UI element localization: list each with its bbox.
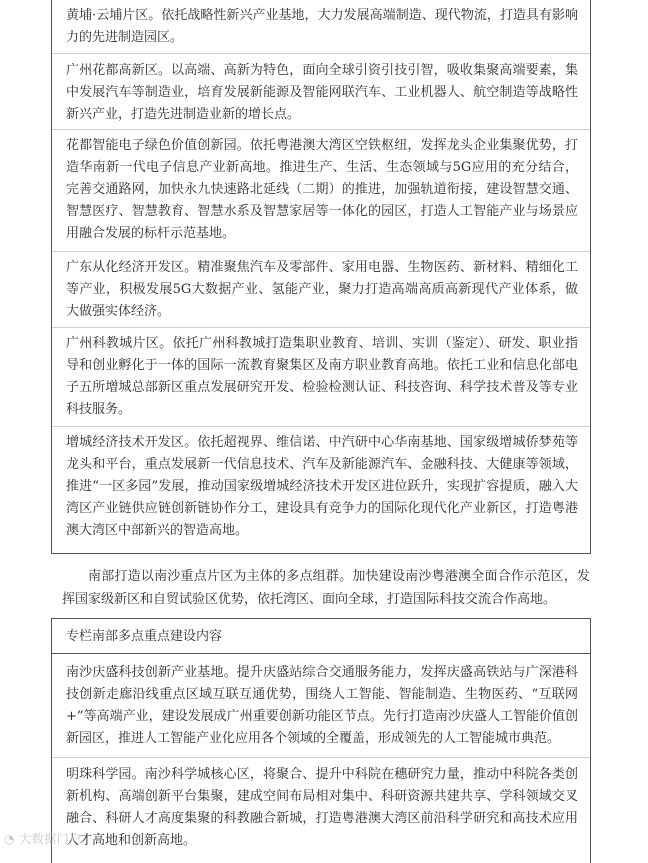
divider — [52, 757, 590, 758]
watermark — [4, 830, 82, 847]
divider — [52, 53, 590, 54]
paragraph-mingzhu: 明珠科学园。南沙科学城核心区，将聚合、提升中科院在穗研究力量，推动中科院各类创新机构、高端创新平台集聚，建成空间布局相对集中、科研资源共建共享、学科领域交叉融合、科研人才高度集聚的科教融合新城，打造粤港澳大湾区前沿科学研究和高技术应用人才高地和创新高地。 — [66, 767, 578, 848]
column-content-box — [51, 653, 591, 863]
paragraph-kejiaocheng: 广州科教城片区。依托广州科教城打造集职业教育、培训、实训（鉴定）、研发、职业指导和创业孵化于一体的国际一流教育聚集区及南方职业教育高地。依托工业和信息化部电子五所增城总部新区重点发展研究开发、检验检测认证、科技咨询、科学技术普及等专业科技服务。 — [66, 336, 578, 417]
paragraph-qingsheng: 南沙庆盛科技创新产业基地。提升庆盛站综合交通服务能力，发挥庆盛高铁站与广深港科技创新走廊沿线重点区域互联互通优势，围绕人工智能、智能制造、生物医药、“互联网+”等高端产业，建设发展成广州重要创新功能区节点。先行打造南沙庆盛人工智能价值创新园区，推进人工智能产业化应用各个领域的全覆盖，形成领先的人工智能城市典范。 — [66, 665, 578, 746]
watermark-text: 大数据门户 — [19, 832, 82, 846]
divider — [52, 129, 590, 130]
column-title-box — [51, 618, 591, 654]
paragraph-conghua: 广东从化经济开发区。精准聚焦汽车及零部件、家用电器、生物医药、新材料、精细化工等产业，积极发展5G大数据产业、氢能产业，聚力打造高端高质高新现代产业体系，做大做强实体经济。 — [66, 260, 578, 319]
paragraph-huadu-electronics: 花都智能电子绿色价值创新园。依托粤港澳大湾区空铁枢纽，发挥龙头企业集聚优势，打造华南新一代电子信息产业新高地。推进生产、生活、生态领域与5G应用的充分结合，完善交通路网，加快永九快速路北延线（二期）的推进，加强轨道衔接，建设智慧交通、智慧医疗、智慧教育、智慧水系及智慧家居等一体化的园区，打造人工智能产业与场景应用融合发展的标杆示范基地。 — [66, 138, 578, 241]
divider — [52, 327, 590, 328]
column-title: 专栏南部多点重点建设内容 — [66, 629, 223, 644]
body-paragraph: 南部打造以南沙重点片区为主体的多点组群。加快建设南沙粤港澳全面合作示范区，发挥国家级新区和自贸试验区优势，依托湾区、面向全球，打造国际科技交流合作高地。 — [62, 569, 590, 607]
top-content-box — [51, 0, 591, 554]
paragraph-zengcheng: 增城经济技术开发区。依托超视界、维信诺、中汽研中心华南基地、国家级增城侨梦苑等龙头和平台，重点发展新一代信息技术、汽车及新能源汽车、金融科技、大健康等领域，推进“一区多园”发展，推动国家级增城经济技术开发区进位跃升，实现扩容提质，融入大湾区产业链供应链创新链协作分工，建设具有竞争力的国际化现代化产业新区，打造粤港澳大湾区中部新兴的智造高地。 — [66, 435, 578, 538]
paragraph-huadu-hitech: 广州花都高新区。以高端、高新为特色，面向全球引资引技引智，吸收集聚高端要素，集中发展汽车等制造业，培育发展新能源及智能网联汽车、工业机器人、航空制造等战略性新兴产业，打造先进制造业新的增长点。 — [66, 63, 578, 122]
watermark-logo-icon: ◔ — [4, 832, 20, 846]
paragraph-huangpu: 黄埔·云埔片区。依托战略性新兴产业基地，大力发展高端制造、现代物流，打造具有影响力的先进制造园区。 — [66, 8, 578, 45]
divider — [52, 251, 590, 252]
divider — [52, 426, 590, 427]
